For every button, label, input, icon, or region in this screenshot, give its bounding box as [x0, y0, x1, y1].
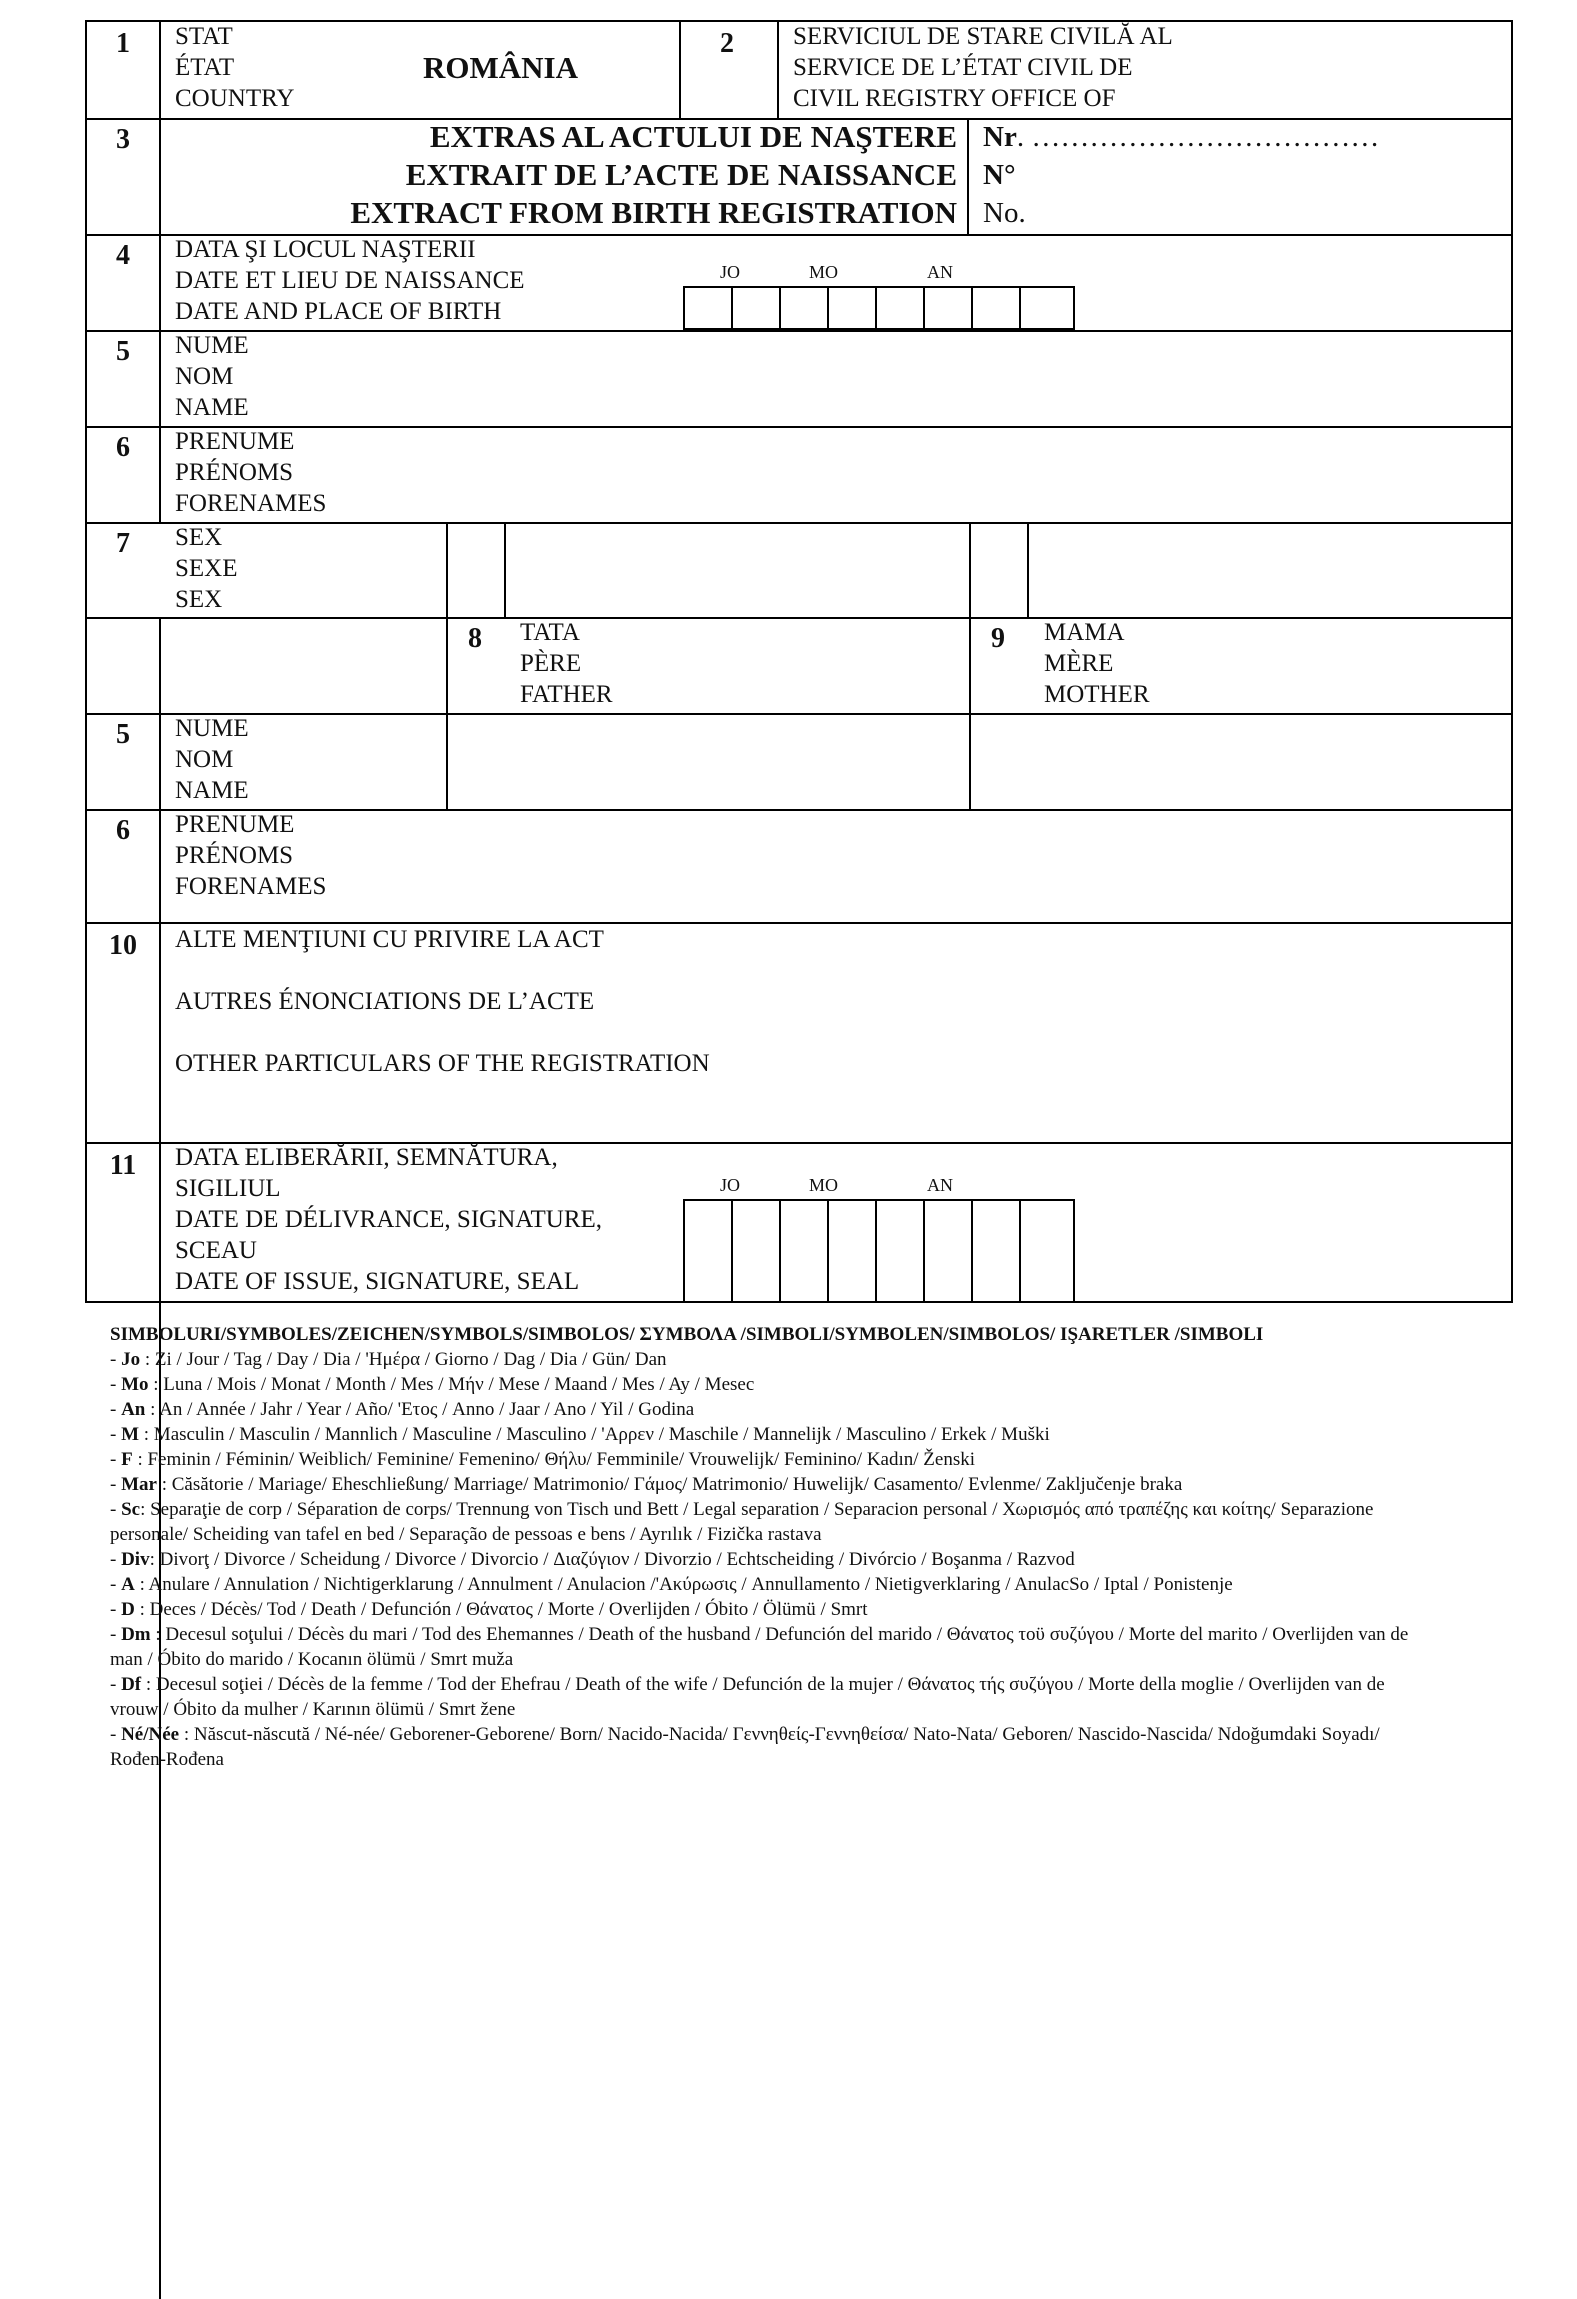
field-number: 11 — [109, 1150, 137, 1181]
issue-date-signature-label — [175, 1142, 602, 1297]
month-label: MO — [809, 262, 839, 282]
label-ro: PRENUME — [175, 811, 295, 838]
field-number: 6 — [116, 815, 130, 846]
label-fr: SERVICE DE L’ÉTAT CIVIL DE — [793, 54, 1133, 81]
field-number: 1 — [116, 28, 130, 59]
birth-extract-form — [85, 20, 1513, 1303]
row-divider — [87, 330, 1511, 332]
sex-label — [175, 522, 238, 615]
legend-item: - Mo : Luna / Mois / Monat / Month / Mes / Μήν / Mese / Maand / Mes / Ay / Mesec — [110, 1374, 755, 1395]
field-number: 2 — [720, 28, 734, 59]
label-en: NAME — [175, 394, 249, 421]
title-fr: EXTRAIT DE L’ACTE DE NAISSANCE — [405, 157, 957, 192]
label-ro: NUME — [175, 332, 249, 359]
label-ro: SEX — [175, 524, 223, 551]
title-en: EXTRACT FROM BIRTH REGISTRATION — [350, 195, 957, 230]
label-ro: NUME — [175, 715, 249, 742]
label-fr: DATE DE DÉLIVRANCE, SIGNATURE, — [175, 1206, 603, 1233]
legend-item: - Dm : Decesul soţului / Décès du mari / Tod des Ehemannes / Death of the husband / Defunción del marido / Θάνατος τοϋ συζύγου / Morte del marito / Overlijden van de man / Óbito do marido / Kocanın ölümü / Smrt muža — [110, 1624, 1409, 1670]
col-divider — [777, 22, 779, 118]
legend-header: SIMBOLURI/SYMBOLES/ZEICHEN/SYMBOLS/SIMBOLOS/ ΣΥΜΒΟΛΑ /SIMBOLI/SYMBOLEN/SIMBOLOS/ IŞARETLER /SIMBOLI — [110, 1324, 1264, 1345]
legend-item: - Sc: Separaţie de corp / Séparation de corps/ Trennung von Tisch und Bett / Legal separation / Separacion personal / Χωρισμός από τραπέζης και κοίτης/ Separazione personale/ Scheiding van tafel en bed / Separação de pessoas e bens / Ayrılık / Fizička rastava — [110, 1499, 1374, 1545]
label-en: MOTHER — [1044, 681, 1150, 708]
label-en: SEX — [175, 586, 223, 613]
day-label: JO — [720, 262, 741, 282]
label-ro: DATA ŞI LOCUL NAŞTERII — [175, 236, 476, 263]
label-fr: MÈRE — [1044, 650, 1114, 677]
nr-label-en: No — [983, 197, 1019, 229]
father-label — [520, 617, 613, 710]
row-divider — [87, 713, 1511, 715]
nr-dots: . ……………………………… — [1016, 121, 1380, 153]
field-number: 3 — [116, 124, 130, 155]
country-label — [175, 21, 294, 114]
label-fr: DATE ET LIEU DE NAISSANCE — [175, 267, 525, 294]
label-ro: ALTE MENŢIUNI CU PRIVIRE LA ACT — [175, 926, 604, 953]
label-en: CIVIL REGISTRY OFFICE OF — [793, 85, 1116, 112]
legend-item: - An : An / Année / Jahr / Year / Año/ 'Ετος / Anno / Jaar / Ano / Yil / Godina — [110, 1399, 695, 1420]
symbols-legend — [110, 1322, 1410, 1772]
label-en: FORENAMES — [175, 490, 327, 517]
forenames-label — [175, 426, 326, 519]
label-en: COUNTRY — [175, 85, 295, 112]
other-particulars-label — [175, 924, 710, 1079]
label-en: OTHER PARTICULARS OF THE REGISTRATION — [175, 1050, 710, 1077]
col-divider — [969, 522, 971, 809]
col-divider — [679, 22, 681, 118]
row-divider — [87, 617, 1511, 619]
issue-date-boxes[interactable] — [683, 1199, 1075, 1303]
label-fr: AUTRES ÉNONCIATIONS DE L’ACTE — [175, 988, 595, 1015]
label-en: FORENAMES — [175, 873, 327, 900]
legend-item: - Df : Decesul soţiei / Décès de la femme / Tod der Ehefrau / Death of the wife / Defunción de la mujer / Θάνατος τής συζύγου / Morte della moglie / Overlijden van de vrouw / Óbito da mulher / Karının ölümü / Smrt žene — [110, 1674, 1385, 1720]
legend-item: - Né/Née : Născut-născută / Né-née/ Geborener-Geborene/ Born/ Nacido-Nacida/ Γεννηθείς-Γεννηθείσα/ Nato-Nata/ Geboren/ Nascido-Nascida/ Ndoğumdaki Soyadı/ Rođen-Rođena — [110, 1724, 1380, 1770]
label-ro: TATA — [520, 619, 580, 646]
label-fr: PRÉNOMS — [175, 459, 294, 486]
nr-label-fr: N° — [983, 159, 1016, 191]
title-ro: EXTRAS AL ACTULUI DE NAŞTERE — [429, 119, 957, 154]
field-number: 10 — [109, 930, 137, 961]
country-value: ROMÂNIA — [423, 50, 578, 85]
label-ro: SERVICIUL DE STARE CIVILĂ AL — [793, 23, 1173, 50]
legend-item: - D : Deces / Décès/ Tod / Death / Defunción / Θάνατος / Morte / Overlijden / Óbito / Ölümü / Smrt — [110, 1599, 868, 1620]
legend-item: - M : Masculin / Masculin / Mannlich / Masculine / Masculino / 'Αρρεν / Maschile / Mannelijk / Masculino / Erkek / Muški — [110, 1424, 1050, 1445]
name-label — [175, 330, 249, 423]
year-label: AN — [927, 262, 953, 282]
parent-forenames-label — [175, 809, 326, 902]
number-column-divider — [159, 22, 161, 522]
field-number: 5 — [116, 336, 130, 367]
label-en: DATE OF ISSUE, SIGNATURE, SEAL — [175, 1268, 580, 1295]
day-label: JO — [720, 1175, 741, 1195]
col-divider — [967, 118, 969, 234]
month-label: MO — [809, 1175, 839, 1195]
label-ro: DATA ELIBERĂRII, SEMNĂTURA, — [175, 1144, 558, 1171]
field-number: 4 — [116, 240, 130, 271]
field-number: 6 — [116, 432, 130, 463]
row-divider — [87, 522, 1511, 524]
label-ro: MAMA — [1044, 619, 1125, 646]
registry-office-label — [793, 21, 1173, 114]
registration-number — [983, 118, 1379, 232]
label-en: NAME — [175, 777, 249, 804]
label-fr-cont: SCEAU — [175, 1237, 257, 1264]
label-fr: ÉTAT — [175, 54, 235, 81]
label-ro: PRENUME — [175, 428, 295, 455]
mother-label — [1044, 617, 1150, 710]
label-fr: PRÉNOMS — [175, 842, 294, 869]
birth-date-place-label — [175, 234, 525, 327]
field-number: 8 — [468, 623, 482, 654]
nr-period: . — [1018, 197, 1026, 229]
label-fr: PÈRE — [520, 650, 582, 677]
col-divider — [504, 522, 506, 617]
label-ro-cont: SIGILIUL — [175, 1175, 281, 1202]
legend-item: - F : Feminin / Féminin/ Weiblich/ Feminine/ Femenino/ Θήλυ/ Femminile/ Vrouwelijk/ Feminino/ Kadın/ Ženski — [110, 1449, 976, 1470]
field-number: 9 — [991, 623, 1005, 654]
label-fr: NOM — [175, 746, 234, 773]
parent-name-label — [175, 713, 249, 806]
field-number: 7 — [116, 528, 130, 559]
label-en: DATE AND PLACE OF BIRTH — [175, 298, 502, 325]
legend-item: - A : Anulare / Annulation / Nichtigerklarung / Annulment / Anulacion /'Ακύρωσις / Annullamento / Nietigverklaring / AnulacSo / Iptal / Ponistenje — [110, 1574, 1233, 1595]
birth-date-boxes[interactable] — [683, 286, 1075, 330]
col-divider — [446, 522, 448, 809]
col-divider — [1027, 522, 1029, 617]
label-en: FATHER — [520, 681, 613, 708]
label-fr: SEXE — [175, 555, 238, 582]
legend-item: - Div: Divorţ / Divorce / Scheidung / Divorce / Divorcio / Διαζύγιον / Divorzio / Echtscheiding / Divórcio / Boşanma / Razvod — [110, 1549, 1075, 1570]
document-title — [350, 118, 957, 232]
field-number: 5 — [116, 719, 130, 750]
legend-item: - Jo : Zi / Jour / Tag / Day / Dia / 'Ημέρα / Giorno / Dag / Dia / Gün/ Dan — [110, 1349, 667, 1370]
label-fr: NOM — [175, 363, 234, 390]
label-ro: STAT — [175, 23, 233, 50]
year-label: AN — [927, 1175, 953, 1195]
legend-item: - Mar : Căsătorie / Mariage/ Eheschließung/ Marriage/ Matrimonio/ Γάμος/ Matrimonio/ Huwelijk/ Casamento/ Evlenme/ Zaključenje braka — [110, 1474, 1183, 1495]
nr-label-ro: Nr — [983, 121, 1017, 153]
